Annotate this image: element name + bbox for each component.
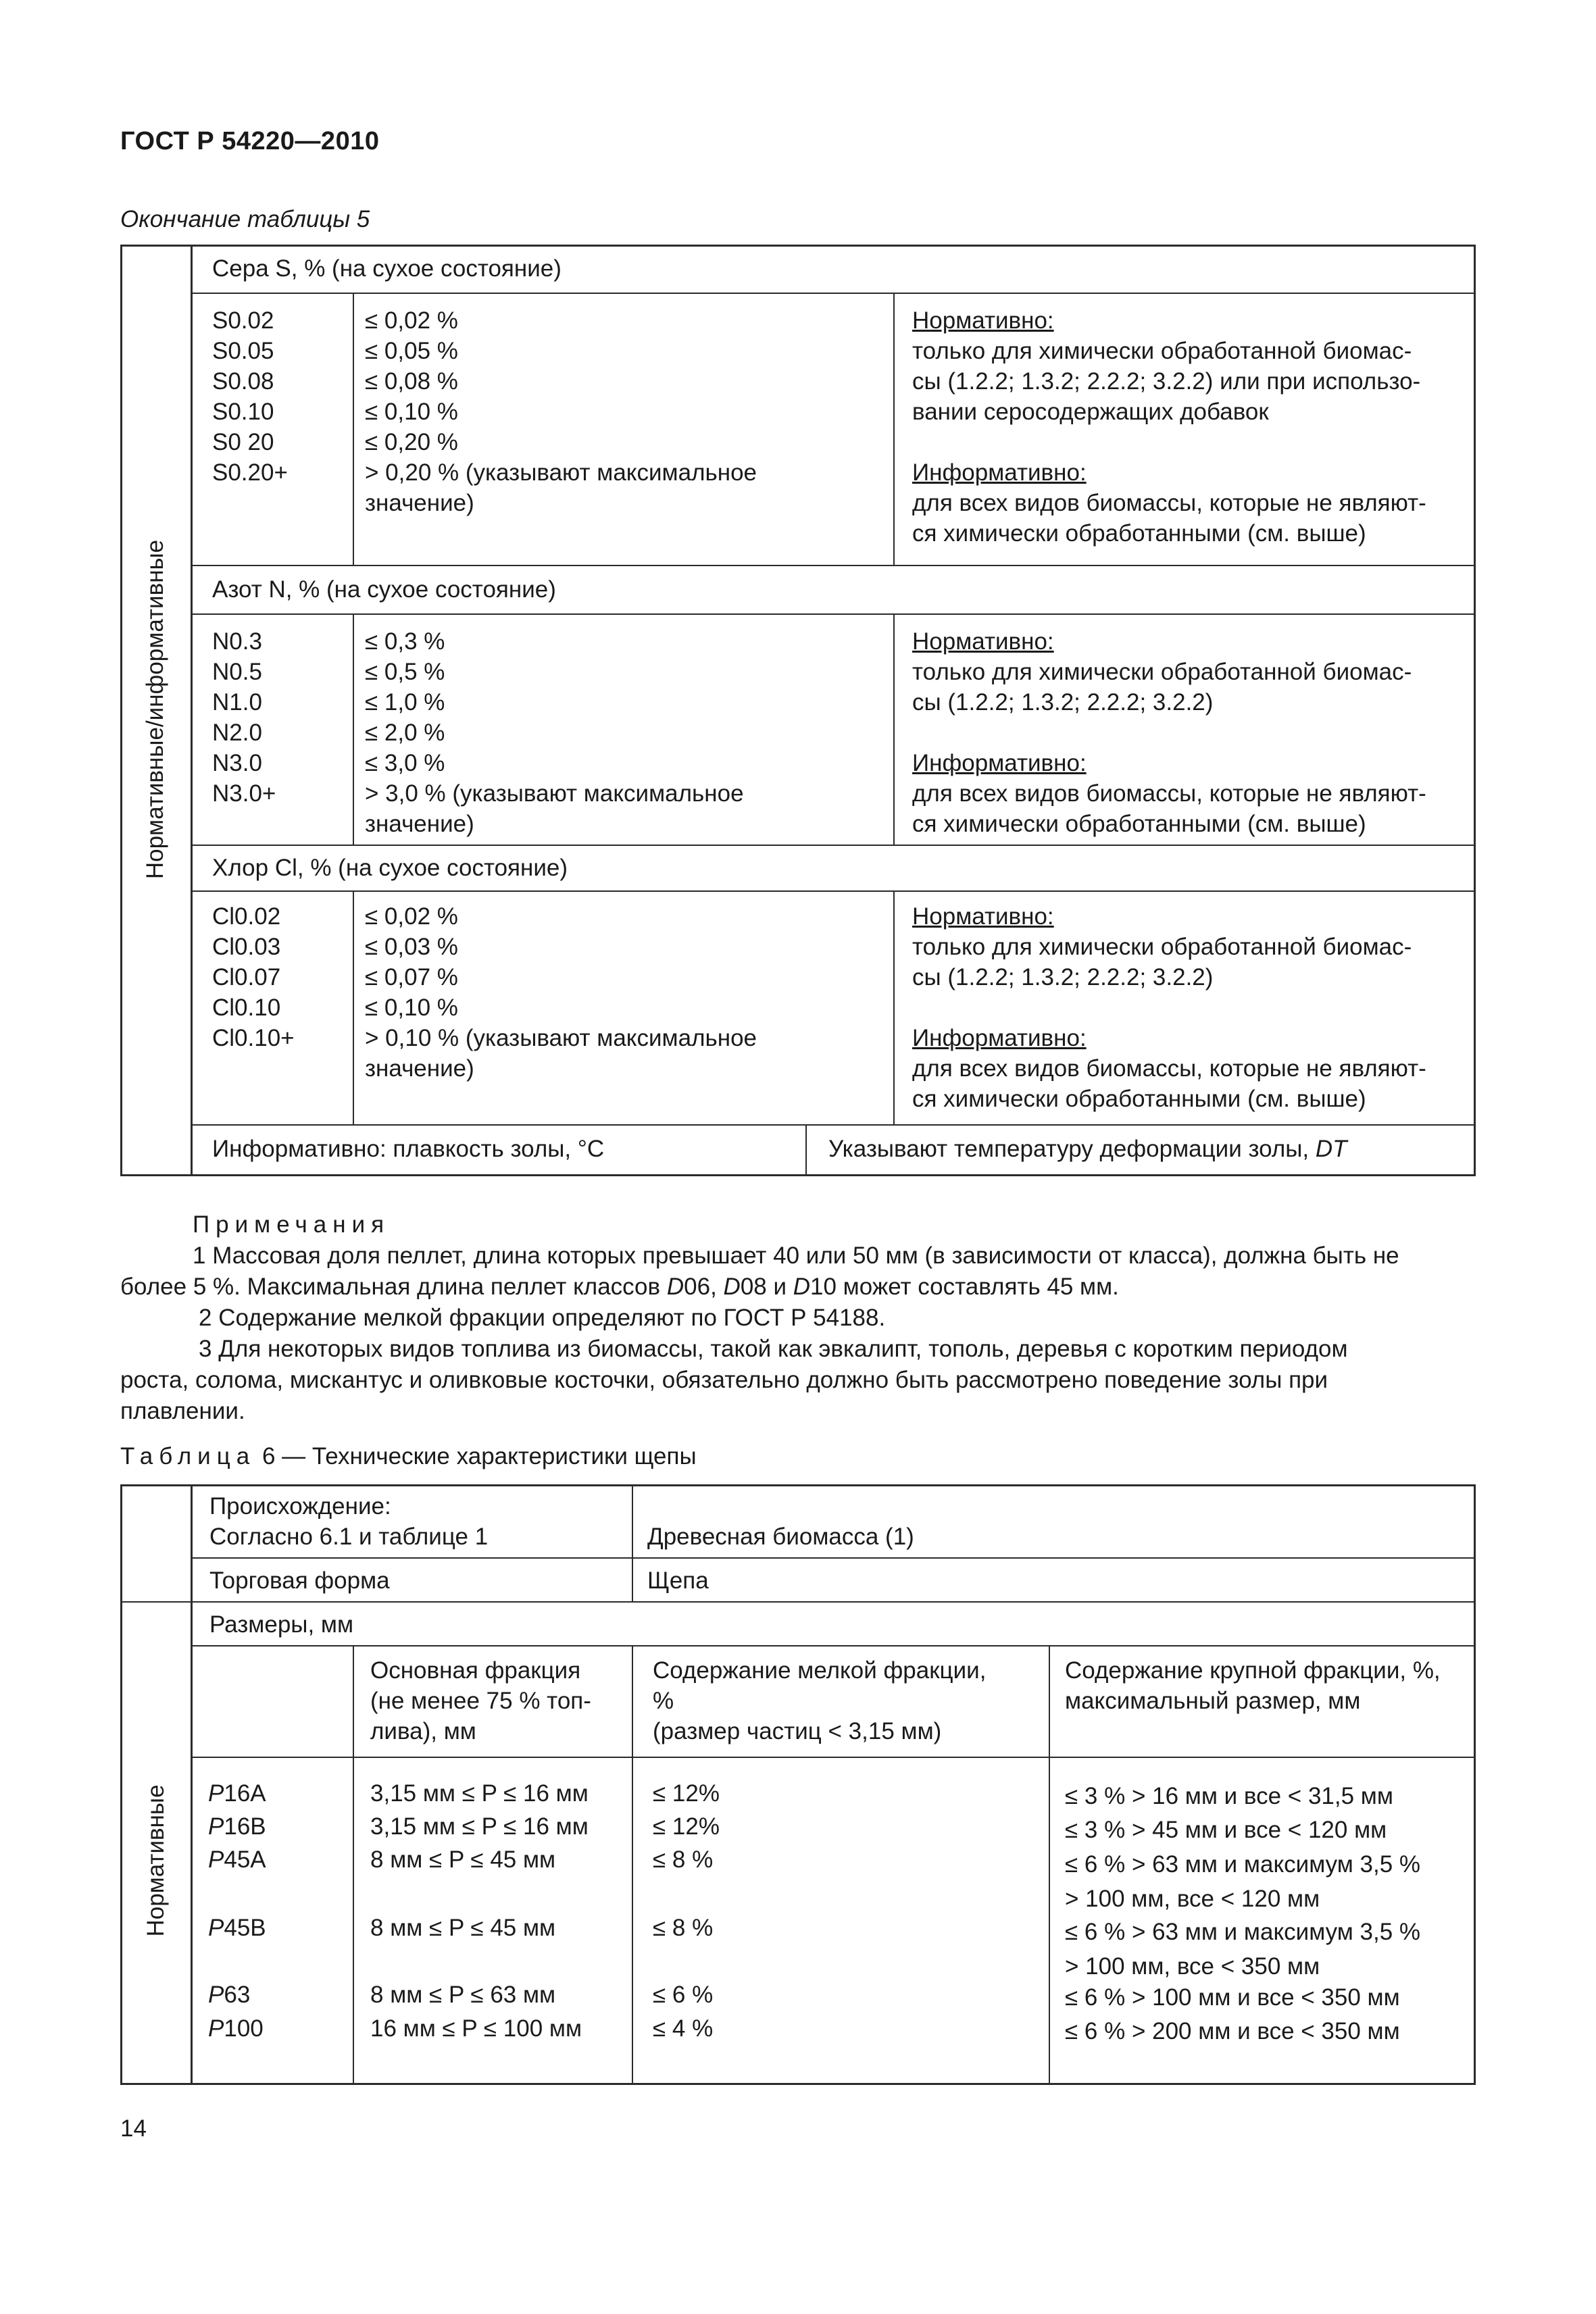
nitrogen-values: ≤ 0,3 % ≤ 0,5 % ≤ 1,0 % ≤ 2,0 % ≤ 3,0 % > 3,0 % (указывают максимальное значение) bbox=[365, 628, 744, 837]
trade-form-value: Щепа bbox=[647, 1567, 709, 1594]
nitrogen-codes: N0.3 N0.5 N1.0 N2.0 N3.0 N3.0+ bbox=[212, 628, 276, 807]
note-2: 2 Содержание мелкой фракции определяют по ГОСТ Р 54188. bbox=[199, 1305, 886, 1331]
document-title: ГОСТ Р 54220—2010 bbox=[120, 127, 380, 155]
col-fine-fraction: Содержание мелкой фракции, % (размер частиц < 3,15 мм) bbox=[653, 1657, 987, 1744]
nitrogen-notes: Нормативно: только для химически обработанной биомас- сы (1.2.2; 1.3.2; 2.2.2; 3.2.2) Информативно: для всех видов биомассы, которые не являют- ся химически обработанными (см. выше) bbox=[912, 628, 1426, 837]
ash-fusibility-value: Указывают температуру деформации золы, DT bbox=[828, 1136, 1347, 1162]
ash-fusibility-label: Информативно: плавкость золы, °С bbox=[212, 1136, 605, 1162]
size-heading: Размеры, мм bbox=[209, 1611, 354, 1638]
chlorine-codes: Cl0.02 Cl0.03 Cl0.07 Cl0.10 Cl0.10+ bbox=[212, 903, 295, 1051]
note-1-line-1: 1 Массовая доля пеллет, длина которых превышает 40 или 50 мм (в зависимости от класса), должна быть не bbox=[193, 1242, 1399, 1269]
note-3-line-1: 3 Для некоторых видов топлива из биомассы, такой как эвкалипт, тополь, деревья с коротким периодом bbox=[199, 1336, 1348, 1362]
chlorine-notes: Нормативно: только для химически обработанной биомас- сы (1.2.2; 1.3.2; 2.2.2; 3.2.2) Информативно: для всех видов биомассы, которые не являют- ся химически обработанными (см. выше) bbox=[912, 903, 1426, 1112]
note-3-line-2: роста, солома, мискантус и оливковые косточки, обязательно должно быть рассмотрено поведение золы при bbox=[120, 1367, 1328, 1393]
col-main-fraction: Основная фракция (не менее 75 % топ- лива), мм bbox=[370, 1657, 591, 1744]
sulfur-heading: Сера S, % (на сухое состояние) bbox=[212, 255, 562, 282]
col-coarse-fraction: Содержание крупной фракции, %, максимальный размер, мм bbox=[1065, 1657, 1441, 1714]
sulfur-notes: Нормативно: только для химически обработанной биомас- сы (1.2.2; 1.3.2; 2.2.2; 3.2.2) или при использо- вании серосодержащих добавок Информативно: для всех видов биомассы, которые не являют- ся химически обработанными (см. выше) bbox=[912, 307, 1426, 547]
origin-value: Древесная биомасса (1) bbox=[647, 1524, 914, 1550]
notes-title: Примечания bbox=[193, 1211, 391, 1238]
chlorine-heading: Хлор Cl, % (на сухое состояние) bbox=[212, 855, 568, 881]
page-number: 14 bbox=[120, 2115, 147, 2142]
nitrogen-heading: Азот N, % (на сухое состояние) bbox=[212, 576, 556, 603]
table5-caption: Окончание таблицы 5 bbox=[120, 206, 370, 232]
sulfur-values: ≤ 0,02 % ≤ 0,05 % ≤ 0,08 % ≤ 0,10 % ≤ 0,20 % > 0,20 % (указывают максимальное значение) bbox=[365, 307, 757, 516]
table6-caption: Таблица 6 — Технические характеристики щепы bbox=[120, 1443, 697, 1469]
table5-side-label: Нормативные/информативные bbox=[142, 539, 168, 880]
note-3-line-3: плавлении. bbox=[120, 1398, 245, 1424]
note-1-line-2: более 5 %. Максимальная длина пеллет классов D06, D08 и D10 может составлять 45 мм. bbox=[120, 1274, 1119, 1300]
sulfur-codes: S0.02 S0.05 S0.08 S0.10 S0 20 S0.20+ bbox=[212, 307, 288, 486]
trade-form-label: Торговая форма bbox=[209, 1567, 390, 1594]
chlorine-values: ≤ 0,02 % ≤ 0,03 % ≤ 0,07 % ≤ 0,10 % > 0,10 % (указывают максимальное значение) bbox=[365, 903, 757, 1082]
table6-side-label: Нормативные bbox=[143, 1784, 169, 1937]
origin-label: Происхождение: Согласно 6.1 и таблице 1 bbox=[209, 1493, 489, 1550]
